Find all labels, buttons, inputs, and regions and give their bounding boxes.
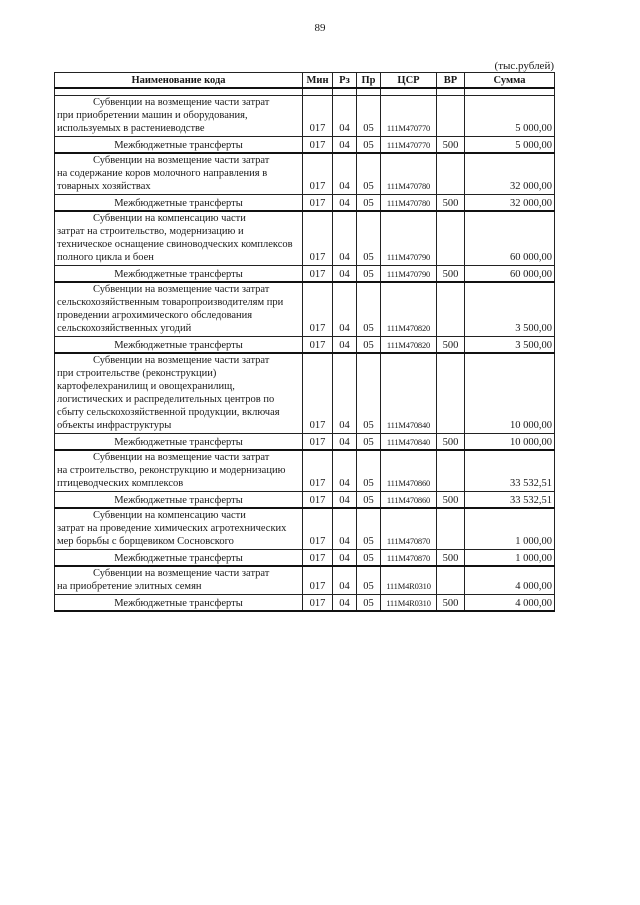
header-sum: Сумма bbox=[465, 73, 555, 89]
cell-csr: 111M470840 bbox=[381, 434, 437, 451]
cell-csr: 111M4R0310 bbox=[381, 566, 437, 595]
cell-pr: 05 bbox=[357, 492, 381, 509]
cell-sum: 3 500,00 bbox=[465, 282, 555, 337]
cell-sum: 33 532,51 bbox=[465, 450, 555, 492]
subvention-name-first: Субвенции на возмещение части затрат bbox=[93, 284, 270, 295]
cell-min: 017 bbox=[303, 434, 333, 451]
header-name: Наименование кода bbox=[55, 73, 303, 89]
cell-rz: 04 bbox=[333, 492, 357, 509]
subvention-name bbox=[55, 450, 303, 492]
cell-csr: 111M4R0310 bbox=[381, 595, 437, 612]
subvention-name-rest: на приобретение элитных семян bbox=[57, 581, 202, 592]
cell-sum: 32 000,00 bbox=[465, 195, 555, 212]
transfer-row bbox=[55, 137, 555, 154]
subvention-name bbox=[55, 211, 303, 266]
cell-pr: 05 bbox=[357, 337, 381, 354]
cell-min: 017 bbox=[303, 595, 333, 612]
cell-csr: 111M470870 bbox=[381, 550, 437, 567]
subvention-name-rest: при строительстве (реконструкции) картофелехранилищ и овощехранилищ, логистических и распределительных центров по сбыту сельскохозяйственной продукции, включая объекты инфраструктуры bbox=[57, 368, 280, 431]
transfer-name: Межбюджетные трансферты bbox=[55, 434, 303, 451]
subvention-name-first: Субвенции на компенсацию части bbox=[93, 213, 246, 224]
subvention-row bbox=[55, 450, 555, 492]
cell-pr: 05 bbox=[357, 153, 381, 195]
cell-min: 017 bbox=[303, 492, 333, 509]
header-min: Мин bbox=[303, 73, 333, 89]
cell-sum: 10 000,00 bbox=[465, 434, 555, 451]
cell-pr: 05 bbox=[357, 96, 381, 137]
subvention-name-rest: сельскохозяйственным товаропроизводителям при проведении агрохимического обследования сельскохозяйственных угодий bbox=[57, 297, 284, 334]
cell-min: 017 bbox=[303, 353, 333, 434]
subvention-row bbox=[55, 353, 555, 434]
cell-pr: 05 bbox=[357, 550, 381, 567]
cell-vr: 500 bbox=[437, 595, 465, 612]
cell-min: 017 bbox=[303, 211, 333, 266]
cell-sum: 60 000,00 bbox=[465, 266, 555, 283]
cell-rz: 04 bbox=[333, 337, 357, 354]
cell-pr: 05 bbox=[357, 450, 381, 492]
cell-min: 017 bbox=[303, 566, 333, 595]
subvention-name bbox=[55, 96, 303, 137]
cell-pr: 05 bbox=[357, 282, 381, 337]
cell-csr: 111M470860 bbox=[381, 492, 437, 509]
cell-rz: 04 bbox=[333, 595, 357, 612]
subvention-row bbox=[55, 153, 555, 195]
cell-csr: 111M470820 bbox=[381, 337, 437, 354]
cell-rz: 04 bbox=[333, 195, 357, 212]
cell-csr: 111M470870 bbox=[381, 508, 437, 550]
transfer-name: Межбюджетные трансферты bbox=[55, 492, 303, 509]
subvention-name-first: Субвенции на возмещение части затрат bbox=[93, 452, 270, 463]
cell-rz: 04 bbox=[333, 211, 357, 266]
transfer-row bbox=[55, 266, 555, 283]
transfer-name: Межбюджетные трансферты bbox=[55, 195, 303, 212]
cell-rz: 04 bbox=[333, 434, 357, 451]
cell-min: 017 bbox=[303, 450, 333, 492]
cell-csr: 111M470840 bbox=[381, 353, 437, 434]
cell-vr bbox=[437, 282, 465, 337]
budget-table bbox=[54, 72, 555, 612]
cell-vr: 500 bbox=[437, 195, 465, 212]
cell-vr bbox=[437, 211, 465, 266]
subvention-name-rest: затрат на проведение химических агротехнических мер борьбы с борщевиком Сосновского bbox=[57, 523, 287, 547]
cell-sum: 1 000,00 bbox=[465, 508, 555, 550]
subvention-name-first: Субвенции на возмещение части затрат bbox=[93, 97, 270, 108]
subvention-name bbox=[55, 566, 303, 595]
cell-pr: 05 bbox=[357, 195, 381, 212]
subvention-name bbox=[55, 282, 303, 337]
cell-min: 017 bbox=[303, 282, 333, 337]
transfer-name: Межбюджетные трансферты bbox=[55, 266, 303, 283]
cell-sum: 4 000,00 bbox=[465, 595, 555, 612]
subvention-name-first: Субвенции на компенсацию части bbox=[93, 510, 246, 521]
cell-rz: 04 bbox=[333, 266, 357, 283]
cell-vr: 500 bbox=[437, 550, 465, 567]
subvention-name-first: Субвенции на возмещение части затрат bbox=[93, 155, 270, 166]
cell-min: 017 bbox=[303, 137, 333, 154]
cell-csr: 111M470820 bbox=[381, 282, 437, 337]
transfer-row bbox=[55, 195, 555, 212]
cell-vr: 500 bbox=[437, 266, 465, 283]
subvention-name bbox=[55, 508, 303, 550]
cell-rz: 04 bbox=[333, 353, 357, 434]
transfer-name: Межбюджетные трансферты bbox=[55, 595, 303, 612]
cell-csr: 111M470780 bbox=[381, 195, 437, 212]
table-body bbox=[55, 88, 555, 611]
cell-vr: 500 bbox=[437, 492, 465, 509]
cell-rz: 04 bbox=[333, 137, 357, 154]
cell-sum: 10 000,00 bbox=[465, 353, 555, 434]
subvention-name-rest: на строительство, реконструкцию и модернизацию птицеводческих комплексов bbox=[57, 465, 286, 489]
cell-vr: 500 bbox=[437, 137, 465, 154]
cell-vr: 500 bbox=[437, 434, 465, 451]
cell-sum: 4 000,00 bbox=[465, 566, 555, 595]
cell-rz: 04 bbox=[333, 450, 357, 492]
header-rz: Рз bbox=[333, 73, 357, 89]
cell-pr: 05 bbox=[357, 566, 381, 595]
cell-sum: 1 000,00 bbox=[465, 550, 555, 567]
cell-sum: 3 500,00 bbox=[465, 337, 555, 354]
cell-min: 017 bbox=[303, 337, 333, 354]
cell-min: 017 bbox=[303, 195, 333, 212]
cell-min: 017 bbox=[303, 153, 333, 195]
subvention-name bbox=[55, 153, 303, 195]
cell-vr: 500 bbox=[437, 337, 465, 354]
subvention-name-rest: на содержание коров молочного направления в товарных хозяйствах bbox=[57, 168, 268, 192]
cell-csr: 111M470770 bbox=[381, 96, 437, 137]
transfer-row bbox=[55, 595, 555, 612]
header-pr: Пр bbox=[357, 73, 381, 89]
cell-sum: 32 000,00 bbox=[465, 153, 555, 195]
cell-sum: 5 000,00 bbox=[465, 96, 555, 137]
cell-pr: 05 bbox=[357, 353, 381, 434]
cell-csr: 111M470780 bbox=[381, 153, 437, 195]
cell-pr: 05 bbox=[357, 595, 381, 612]
cell-sum: 33 532,51 bbox=[465, 492, 555, 509]
cell-vr bbox=[437, 96, 465, 137]
subvention-name bbox=[55, 353, 303, 434]
cell-pr: 05 bbox=[357, 434, 381, 451]
cell-min: 017 bbox=[303, 508, 333, 550]
header-csr: ЦСР bbox=[381, 73, 437, 89]
cell-vr bbox=[437, 508, 465, 550]
table-header bbox=[55, 73, 555, 89]
cell-rz: 04 bbox=[333, 153, 357, 195]
subvention-row bbox=[55, 566, 555, 595]
subvention-row bbox=[55, 96, 555, 137]
cell-rz: 04 bbox=[333, 550, 357, 567]
cell-csr: 111M470770 bbox=[381, 137, 437, 154]
transfer-row bbox=[55, 434, 555, 451]
cell-vr bbox=[437, 353, 465, 434]
transfer-row bbox=[55, 337, 555, 354]
cell-rz: 04 bbox=[333, 566, 357, 595]
cell-vr bbox=[437, 450, 465, 492]
cell-rz: 04 bbox=[333, 96, 357, 137]
subvention-name-first: Субвенции на возмещение части затрат bbox=[93, 568, 270, 579]
cell-vr bbox=[437, 566, 465, 595]
cell-pr: 05 bbox=[357, 137, 381, 154]
header-vr: ВР bbox=[437, 73, 465, 89]
cell-sum: 5 000,00 bbox=[465, 137, 555, 154]
subvention-row bbox=[55, 211, 555, 266]
cell-min: 017 bbox=[303, 266, 333, 283]
subvention-name-rest: затрат на строительство, модернизацию и техническое оснащение свиноводческих комплексов полного цикла и боен bbox=[57, 226, 293, 263]
cell-csr: 111M470790 bbox=[381, 211, 437, 266]
units-label: (тыс.рублей) bbox=[494, 60, 554, 72]
cell-rz: 04 bbox=[333, 282, 357, 337]
cell-csr: 111M470860 bbox=[381, 450, 437, 492]
page-number: 89 bbox=[314, 22, 326, 34]
subvention-row bbox=[55, 508, 555, 550]
cell-vr bbox=[437, 153, 465, 195]
transfer-row bbox=[55, 550, 555, 567]
cell-pr: 05 bbox=[357, 211, 381, 266]
spacer-row bbox=[55, 88, 555, 96]
transfer-name: Межбюджетные трансферты bbox=[55, 550, 303, 567]
transfer-name: Межбюджетные трансферты bbox=[55, 137, 303, 154]
transfer-name: Межбюджетные трансферты bbox=[55, 337, 303, 354]
subvention-row bbox=[55, 282, 555, 337]
cell-min: 017 bbox=[303, 550, 333, 567]
cell-pr: 05 bbox=[357, 508, 381, 550]
subvention-name-first: Субвенции на возмещение части затрат bbox=[93, 355, 270, 366]
cell-sum: 60 000,00 bbox=[465, 211, 555, 266]
transfer-row bbox=[55, 492, 555, 509]
cell-min: 017 bbox=[303, 96, 333, 137]
cell-csr: 111M470790 bbox=[381, 266, 437, 283]
cell-rz: 04 bbox=[333, 508, 357, 550]
subvention-name-rest: при приобретении машин и оборудования, используемых в растениеводстве bbox=[57, 110, 248, 134]
cell-pr: 05 bbox=[357, 266, 381, 283]
